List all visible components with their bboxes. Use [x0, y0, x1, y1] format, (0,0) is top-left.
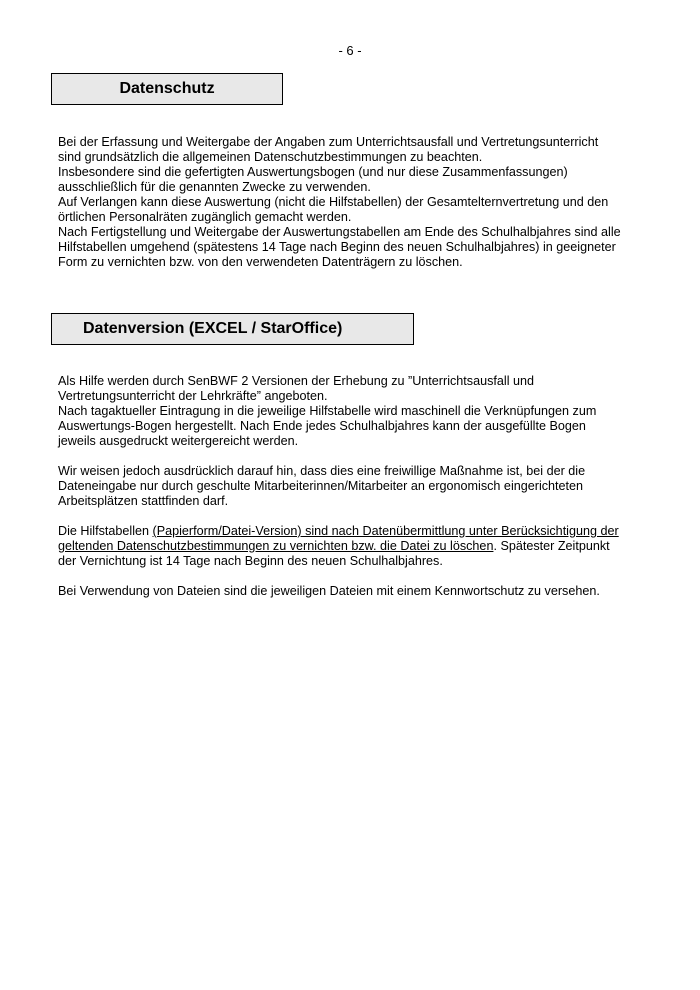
text-line: Vertretungsunterricht der Lehrkräfte” angeboten.	[58, 389, 328, 403]
section-heading-label: Datenversion (EXCEL / StarOffice)	[83, 320, 343, 337]
datenschutz-paragraph	[58, 135, 658, 270]
paragraph-spacer	[58, 449, 658, 464]
text-line: Auswertungs-Bogen hergestellt. Nach Ende jedes Schulhalbjahres kann der ausgefüllte Bogen	[58, 419, 586, 433]
text-line: Arbeitsplätzen stattfinden darf.	[58, 494, 229, 508]
paragraph-spacer	[58, 569, 658, 584]
text-line: Wir weisen jedoch ausdrücklich darauf hin, dass dies eine freiwillige Maßnahme ist, bei der die	[58, 464, 586, 478]
section-heading-datenversion	[51, 313, 414, 345]
text-line: Auf Verlangen kann diese Auswertung (nicht die Hilfstabellen) der Gesamtelternvertretung und den	[58, 195, 609, 209]
text-line: Bei Verwendung von Dateien sind die jeweiligen Dateien mit einem Kennwortschutz zu versehen.	[58, 584, 600, 598]
text-line: jeweils ausgedruckt weitergereicht werden.	[58, 434, 299, 448]
paragraph-hinweis	[58, 464, 658, 509]
text-line	[58, 539, 658, 554]
section-heading-datenschutz	[51, 73, 283, 105]
text-segment: . Spätester Zeitpunkt	[493, 539, 610, 553]
text-line: ausschließlich für die genannten Zwecke zu verwenden.	[58, 180, 371, 194]
section-heading-label: Datenschutz	[119, 80, 215, 97]
datenversion-content	[58, 374, 658, 599]
text-line: Nach tagaktueller Eintragung in die jeweilige Hilfstabelle wird maschinell die Verknüpfungen zum	[58, 404, 597, 418]
text-line: örtlichen Personalräten zugänglich gemacht werden.	[58, 210, 352, 224]
underlined-text: geltenden Datenschutzbestimmungen zu vernichten bzw. die Datei zu löschen	[58, 539, 494, 553]
page-number: - 6 -	[338, 43, 362, 58]
text-segment: Die Hilfstabellen	[58, 524, 153, 538]
text-line: Nach Fertigstellung und Weitergabe der Auswertungstabellen am Ende des Schulhalbjahres sind alle	[58, 225, 621, 239]
paragraph-spacer	[58, 509, 658, 524]
text-line: Insbesondere sind die gefertigten Auswertungsbogen (und nur diese Zusammenfassungen)	[58, 165, 568, 179]
text-line: Dateneingabe nur durch geschulte Mitarbeiterinnen/Mitarbeiter an ergonomisch eingerichteten	[58, 479, 584, 493]
paragraph-kennwortschutz	[58, 584, 658, 599]
text-line: Bei der Erfassung und Weitergabe der Angaben zum Unterrichtsausfall und Vertretungsunterricht	[58, 135, 599, 149]
underlined-text: (Papierform/Datei-Version) sind nach Datenübermittlung unter Berücksichtigung der	[152, 524, 619, 538]
paragraph-hilfstabellen	[58, 524, 658, 569]
text-line: sind grundsätzlich die allgemeinen Datenschutzbestimmungen zu beachten.	[58, 150, 483, 164]
text-line: Form zu vernichten bzw. von den verwendeten Datenträgern zu löschen.	[58, 255, 463, 269]
text-line	[58, 524, 658, 539]
text-line: der Vernichtung ist 14 Tage nach Beginn des neuen Schulhalbjahres.	[58, 554, 443, 568]
text-line: Als Hilfe werden durch SenBWF 2 Versionen der Erhebung zu ”Unterrichtsausfall und	[58, 374, 535, 388]
paragraph-hilfe	[58, 374, 658, 449]
text-line: Hilfstabellen umgehend (spätestens 14 Tage nach Beginn des neuen Schulhalbjahres) in geeigneter	[58, 240, 616, 254]
